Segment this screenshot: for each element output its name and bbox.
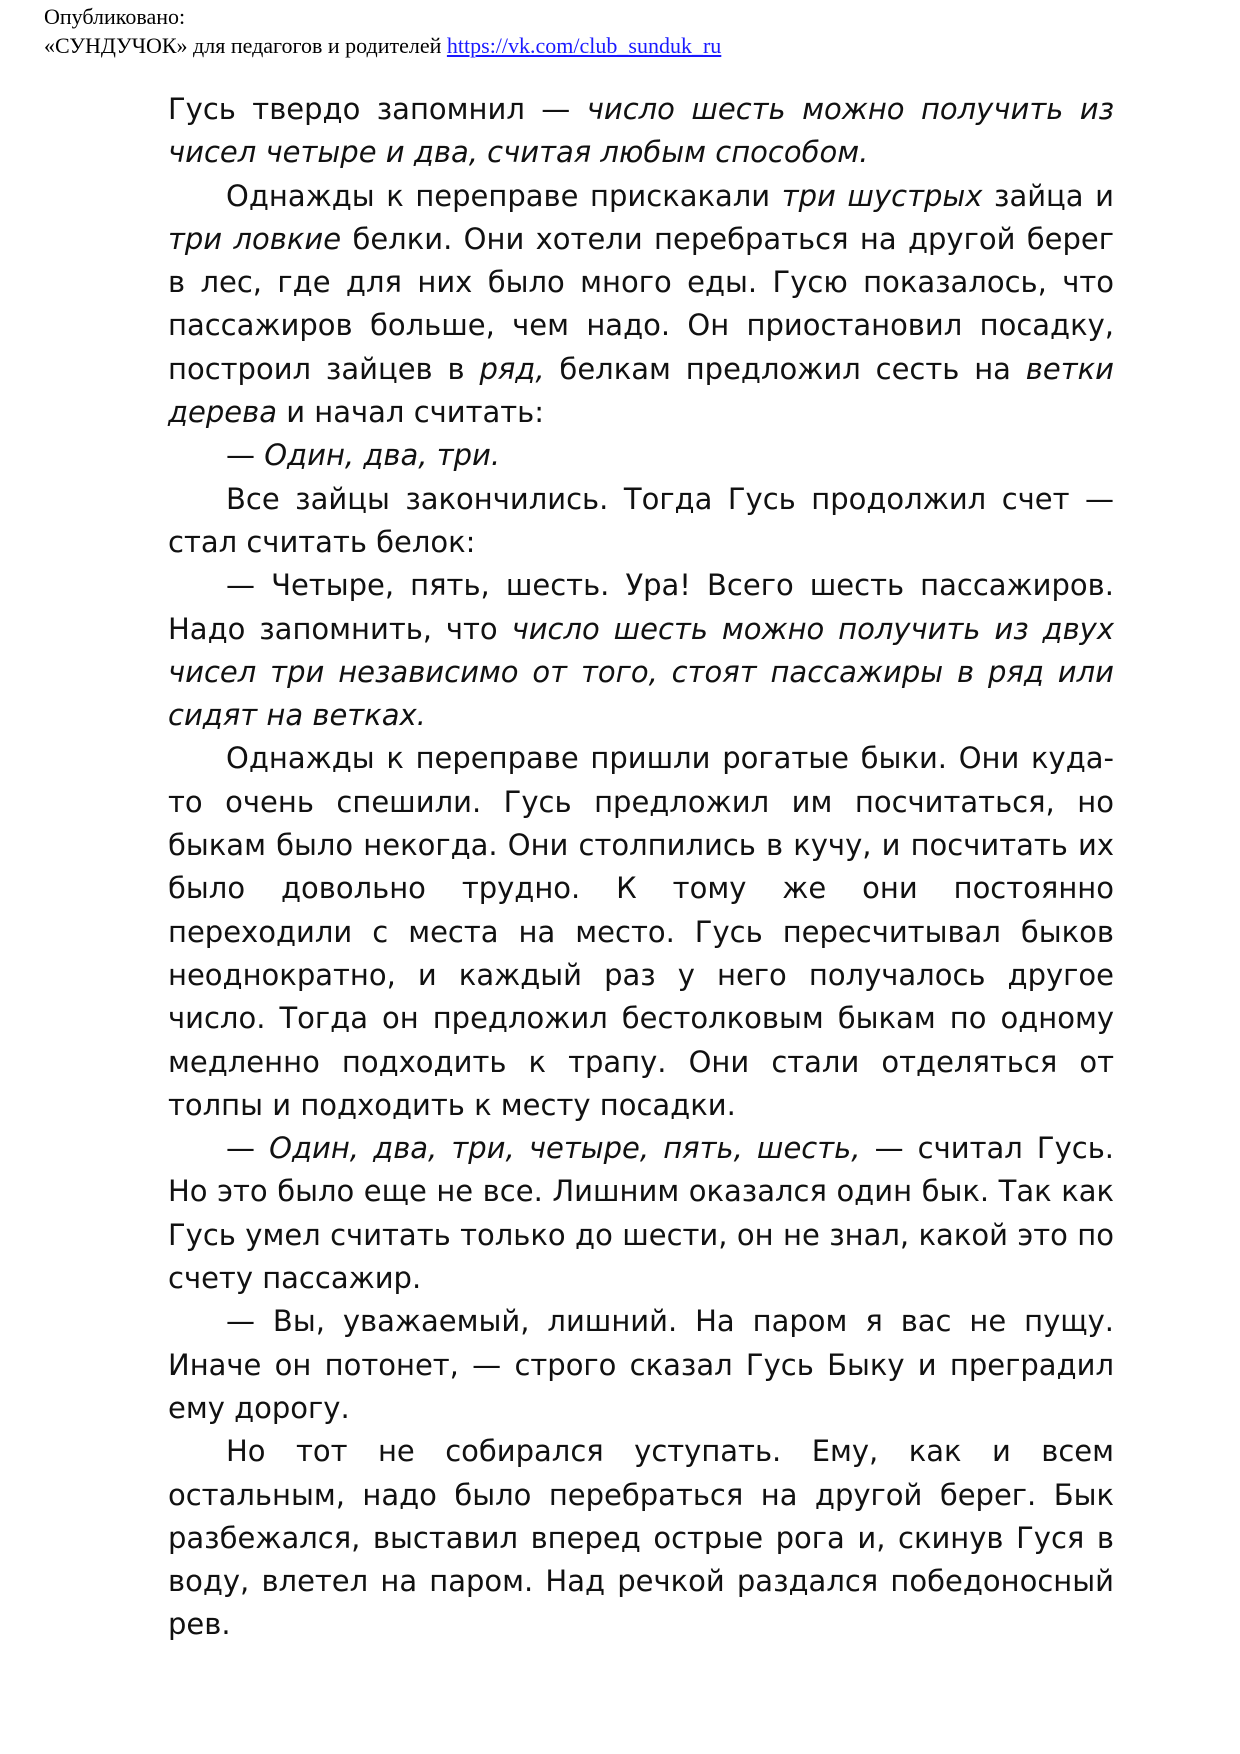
publisher-link[interactable]: https://vk.com/club_sunduk_ru — [446, 33, 722, 58]
text-run: белки. Они хотели перебраться на другой берег в лес, где для них было много еды. Гусю показалось, что пассажиров больше, чем надо. Он приостановил посадку, построил зайцев в — [168, 221, 1114, 386]
publisher-line — [44, 31, 721, 60]
story-text — [168, 88, 1114, 1647]
italic-text: число шесть можно получить из двух чисел три независимо от того, стоят пассажиры в ряд или сидят на ветках. — [168, 611, 1115, 733]
published-label: Опубликовано: — [44, 4, 186, 29]
text-run: — считал Гусь. Но это было еще не все. Лишним оказался один бык. Так как Гусь умел считать только до шести, он не знал, какой это по счету пассажир. — [168, 1131, 1115, 1296]
text-run: Все зайцы закончились. Тогда Гусь продолжил счет — стал считать белок: — [168, 481, 1114, 559]
text-run: — — [226, 438, 265, 473]
italic-text: ряд, — [479, 351, 545, 386]
italic-text: Один, два, три. — [264, 438, 501, 473]
text-run: — Вы, уважаемый, лишний. На паром я вас не пущу. Иначе он потонет, — строго сказал Гусь Быку и преградил ему дорогу. — [168, 1304, 1114, 1425]
text-run: Однажды к переправе прискакали — [226, 178, 782, 213]
paragraph — [168, 175, 1114, 435]
italic-text: три ловкие — [168, 221, 342, 256]
italic-text: три шустрых — [781, 178, 983, 213]
publisher-name: «СУНДУЧОК» для педагогов и родителей — [44, 33, 442, 58]
paragraph — [168, 478, 1114, 565]
text-run: и начал считать: — [277, 395, 545, 430]
italic-text: число шесть можно получить из чисел четыре и два, считая любым способом. — [168, 92, 1114, 170]
italic-text: Один, два, три, четыре, пять, шесть, — [269, 1131, 861, 1166]
paragraph — [168, 1300, 1114, 1430]
paragraph — [168, 434, 1114, 477]
paragraph — [168, 1127, 1114, 1300]
paragraph — [168, 88, 1114, 175]
text-run: Гусь твердо запомнил — — [168, 92, 587, 126]
text-run: зайца и — [982, 178, 1114, 213]
text-run: — Четыре, пять, шесть. Ура! Всего шесть пассажиров. Надо запомнить, что — [168, 568, 1114, 646]
paragraph — [168, 737, 1114, 1127]
publication-header — [44, 2, 721, 60]
text-run: Однажды к переправе пришли рогатые быки. Они куда-то очень спешили. Гусь предложил им посчитаться, но быкам было некогда. Они столпились в кучу, и посчитать их было довольно трудно. К тому же они постоянно переходили с места на место. Гусь пересчитывал быков неоднократно, и каждый раз у него получалось другое число. Тогда он предложил бестолковым быкам по одному медленно подходить к трапу. Они стали отделяться от толпы и подходить к месту посадки. — [168, 741, 1114, 1122]
text-run: белкам предложил сесть на — [544, 351, 1026, 386]
text-run: Но тот не собирался уступать. Ему, как и всем остальным, надо было перебраться на другой берег. Бык разбежался, выставил вперед острые рога и, скинув Гуся в воду, влетел на паром. Над речкой раздался победоносный рев. — [168, 1434, 1114, 1642]
paragraph — [168, 564, 1114, 737]
text-run: — — [226, 1131, 270, 1166]
italic-text: ветки дерева — [168, 351, 1114, 430]
paragraph — [168, 1430, 1114, 1646]
